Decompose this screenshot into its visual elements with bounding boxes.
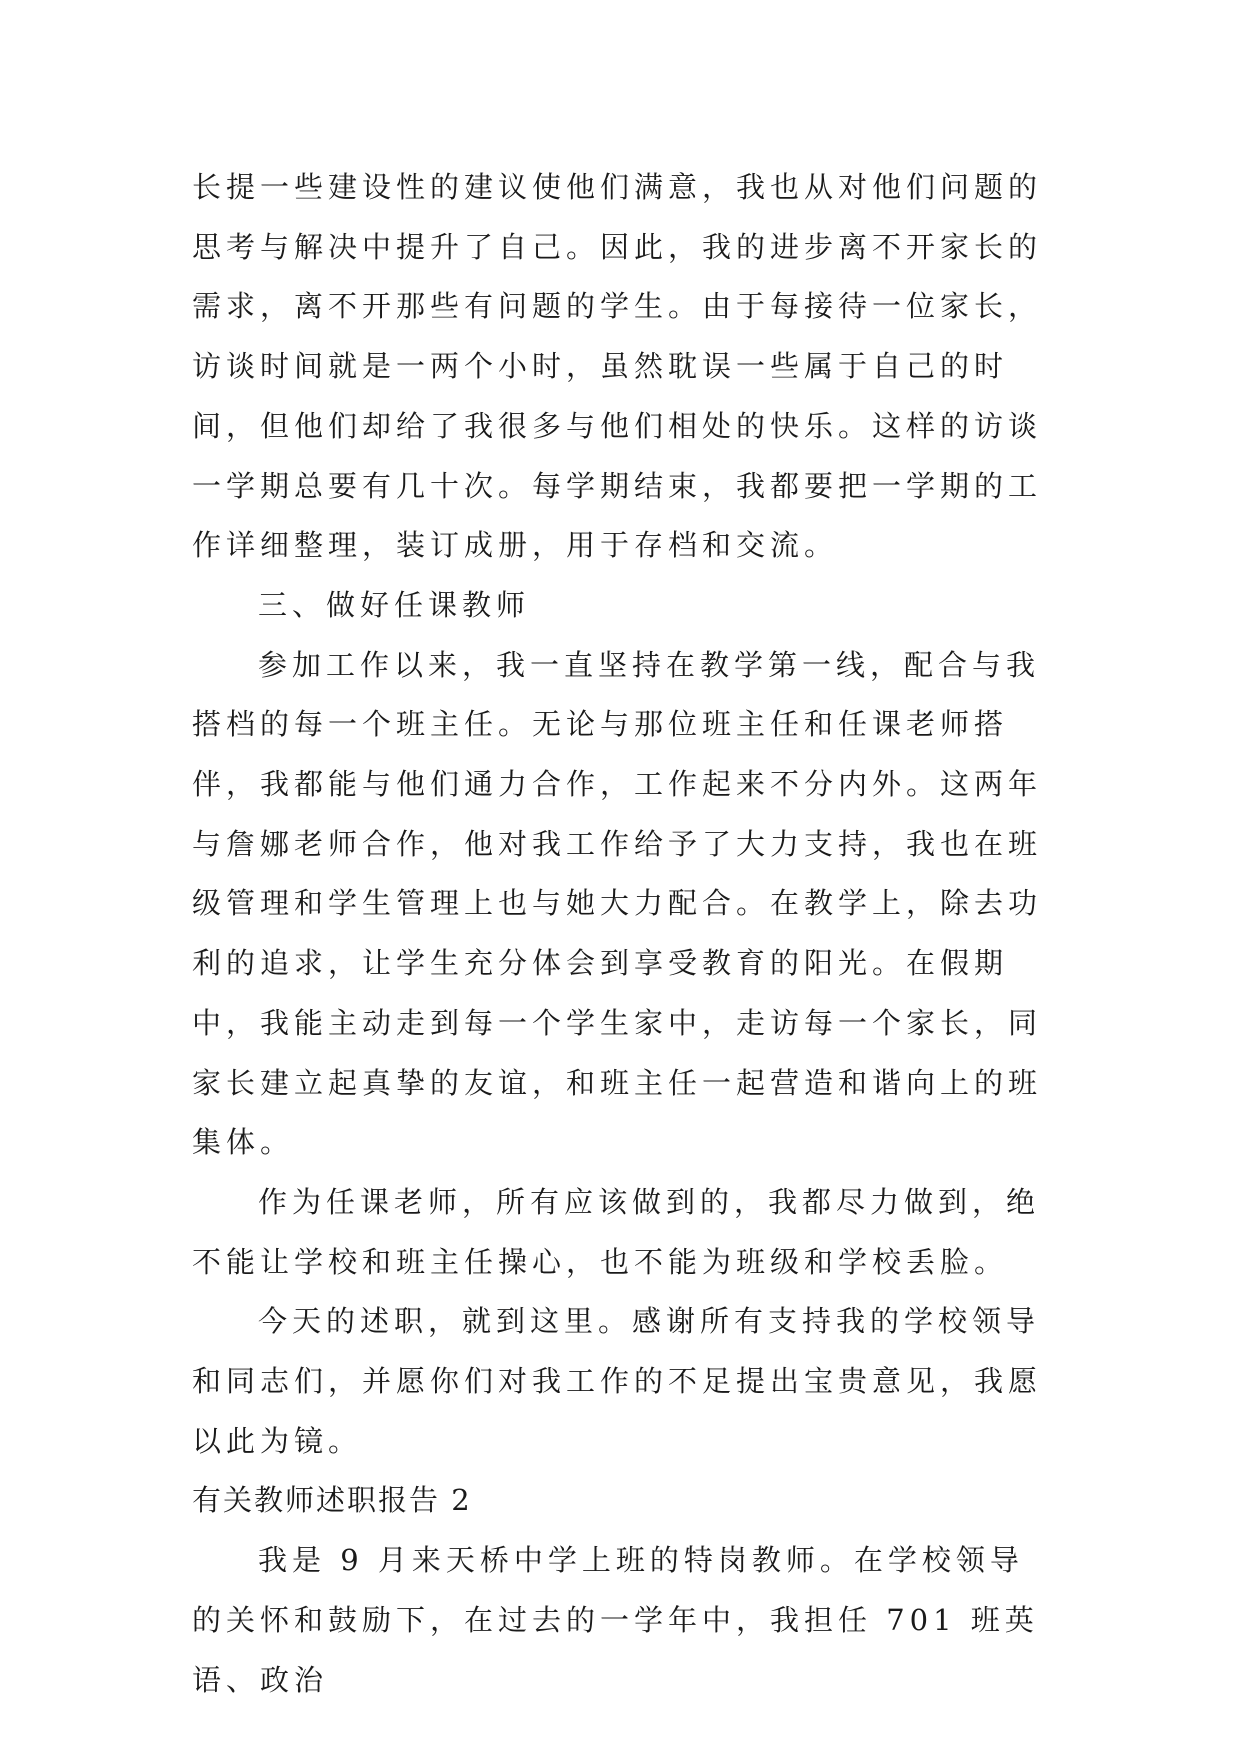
paragraph-closing: 今天的述职，就到这里。感谢所有支持我的学校领导和同志们，并愿你们对我工作的不足提出宝贵意见，我愿以此为镜。 (192, 1304, 1043, 1458)
paragraph-continuation: 长提一些建设性的建议使他们满意，我也从对他们问题的思考与解决中提升了自己。因此，我的进步离不开家长的需求，离不开那些有问题的学生。由于每接待一位家长，访谈时间就是一两个小时，虽然耽误一些属于自己的时间，但他们却给了我很多与他们相处的快乐。这样的访谈一学期总要有几十次。每学期结束，我都要把一学期的工作详细整理，装订成册，用于存档和交流。 (192, 170, 1043, 563)
paragraph-duty: 作为任课老师，所有应该做到的，我都尽力做到，绝不能让学校和班主任操心，也不能为班级和学校丢脸。 (192, 1184, 1041, 1279)
document-body (192, 158, 1052, 1710)
report-title: 有关教师述职报告 2 (192, 1483, 472, 1518)
section-heading: 三、做好任课教师 (258, 587, 531, 622)
paragraph-report2-intro: 我是 9 月来天桥中学上班的特岗教师。在学校领导的关怀和鼓励下，在过去的一学年中，我担任 701 班英语、政治 (192, 1543, 1039, 1697)
paragraph-teaching: 参加工作以来，我一直坚持在教学第一线，配合与我搭档的每一个班主任。无论与那位班主任和任课老师搭伴，我都能与他们通力合作，工作起来不分内外。这两年与詹娜老师合作，他对我工作给予了大力支持，我也在班级管理和学生管理上也与她大力配合。在教学上，除去功利的追求，让学生充分体会到享受教育的阳光。在假期中，我能主动走到每一个学生家中，走访每一个家长，同家长建立起真挚的友谊，和班主任一起营造和谐向上的班集体。 (192, 647, 1043, 1160)
